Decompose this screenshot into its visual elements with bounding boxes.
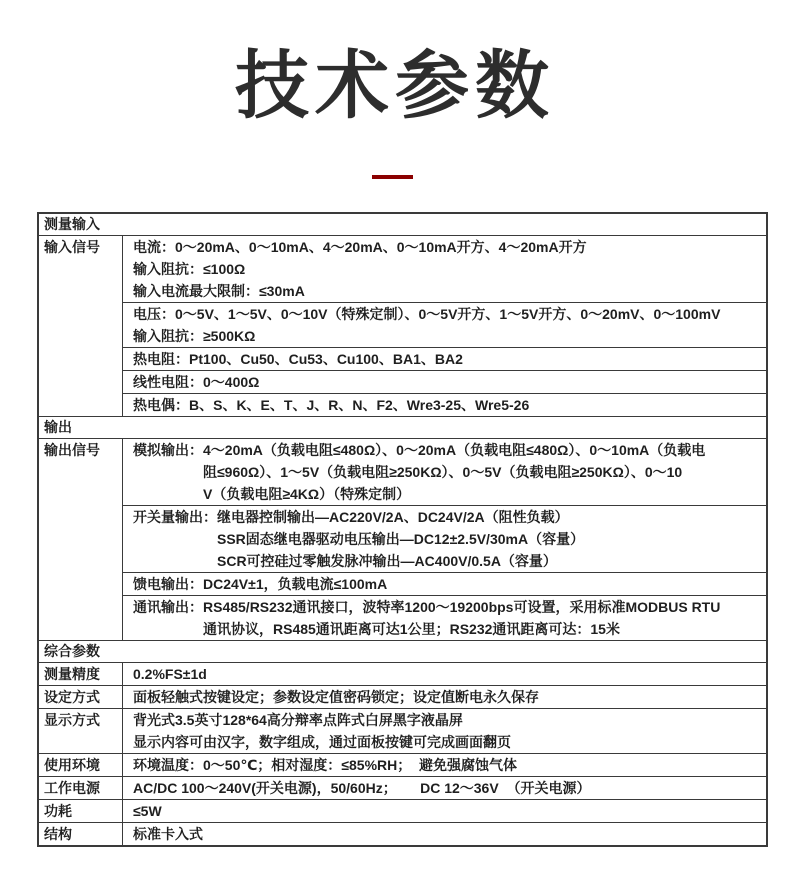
spec-cell [123,754,766,776]
row-content [123,823,766,845]
row-content [123,663,766,685]
spec-line: 馈电输出：DC24V±1，负载电流≤100mA [133,576,388,592]
spec-line: V（负载电阻≥4KΩ）（特殊定制） [203,486,411,502]
spec-line: 背光式3.5英寸128*64高分辩率点阵式白屏黑字液晶屏 [133,712,463,728]
section-header-general-parameters: 综合参数 [39,640,766,662]
row-input-signal [39,235,766,416]
spec-line: 环境温度：0～50℃；相对湿度：≤85%RH； 避免强腐蚀气体 [133,757,518,773]
row-content [123,439,766,640]
spec-line: SCR可控硅过零触发脉冲输出—AC400V/0.5A（容量） [217,553,557,569]
row-operating-environment [39,753,766,776]
section-header-output: 输出 [39,416,766,438]
row-content [123,686,766,708]
spec-cell-switch-output [123,505,766,572]
row-label: 输出信号 [39,439,123,640]
spec-line: AC/DC 100～240V(开关电源)，50/60Hz； DC 12～36V （开关电源） [133,780,591,796]
row-working-power [39,776,766,799]
spec-cell-rtd [123,347,766,370]
row-label: 输入信号 [39,236,123,416]
spec-cell [123,777,766,799]
spec-line: 电压：0～5V、1～5V、0～10V（特殊定制）、0～5V开方、1～5V开方、0～20mV、0～100mV [133,306,721,322]
title-underline-bar [372,175,413,179]
row-measurement-accuracy [39,662,766,685]
spec-line: 面板轻触式按键设定；参数设定值密码锁定；设定值断电永久保存 [133,689,539,705]
spec-cell [123,663,766,685]
section-header-measurement-input: 测量输入 [44,216,100,232]
spec-cell-voltage [123,302,766,347]
row-label: 结构 [39,823,123,845]
spec-line: 热电偶：B、S、K、E、T、J、R、N、F2、Wre3-25、Wre5-26 [133,397,530,413]
row-content [123,777,766,799]
spec-line: ≤5W [133,803,162,819]
row-label: 设定方式 [39,686,123,708]
spec-line: 阻≤960Ω）、1～5V（负载电阻≥250KΩ）、0～5V（负载电阻≥250KΩ）、0～10 [203,464,683,480]
row-label: 工作电源 [39,777,123,799]
spec-cell [123,823,766,845]
spec-line: 通讯协议，RS485通讯距离可达1公里；RS232通讯距离可达：15米 [203,621,620,637]
spec-table [37,212,768,847]
row-output-signal [39,438,766,640]
spec-line: 输入阻抗：≥500KΩ [133,328,256,344]
spec-line: SSR固态继电器驱动电压输出—DC12±2.5V/30mA（容量） [217,531,585,547]
spec-line: 输入电流最大限制：≤30mA [133,283,305,299]
spec-line: 输入阻抗：≤100Ω [133,261,246,277]
spec-line: 电流：0～20mA、0～10mA、4～20mA、0～10mA开方、4～20mA开方 [133,239,587,255]
spec-cell-communication-output [123,595,766,640]
page-title: 技术参数 [235,44,555,127]
spec-line: 标准卡入式 [133,826,203,842]
row-content [123,754,766,776]
row-content [123,236,766,416]
spec-line: 模拟输出：4～20mA（负载电阻≤480Ω）、0～20mA（负载电阻≤480Ω）、0～10mA（负载电 [133,442,706,458]
spec-cell [123,686,766,708]
row-display-method [39,708,766,753]
row-content [123,709,766,753]
row-setting-method [39,685,766,708]
spec-line: 0.2%FS±1d [133,666,207,682]
spec-cell-thermocouple [123,393,766,416]
spec-line: 通讯输出：RS485/RS232通讯接口，波特率1200～19200bps可设置，采用标准MODBUS RTU [133,599,721,615]
spec-cell-analog-output [123,439,766,505]
row-label: 显示方式 [39,709,123,753]
row-power-consumption [39,799,766,822]
row-label: 功耗 [39,800,123,822]
spec-cell-current [123,236,766,302]
spec-line: 开关量输出：继电器控制输出—AC220V/2A、DC24V/2A（阻性负载） [133,509,569,525]
spec-line: 热电阻：Pt100、Cu50、Cu53、Cu100、BA1、BA2 [133,351,463,367]
row-content [123,800,766,822]
spec-line: 显示内容可由汉字，数字组成，通过面板按键可完成画面翻页 [133,734,511,750]
spec-cell [123,800,766,822]
spec-line: 线性电阻：0～400Ω [133,374,260,390]
row-structure [39,822,766,845]
spec-cell-linear-resistance [123,370,766,393]
spec-cell [123,709,766,753]
row-label: 使用环境 [39,754,123,776]
row-label: 测量精度 [39,663,123,685]
spec-cell-feed-output [123,572,766,595]
